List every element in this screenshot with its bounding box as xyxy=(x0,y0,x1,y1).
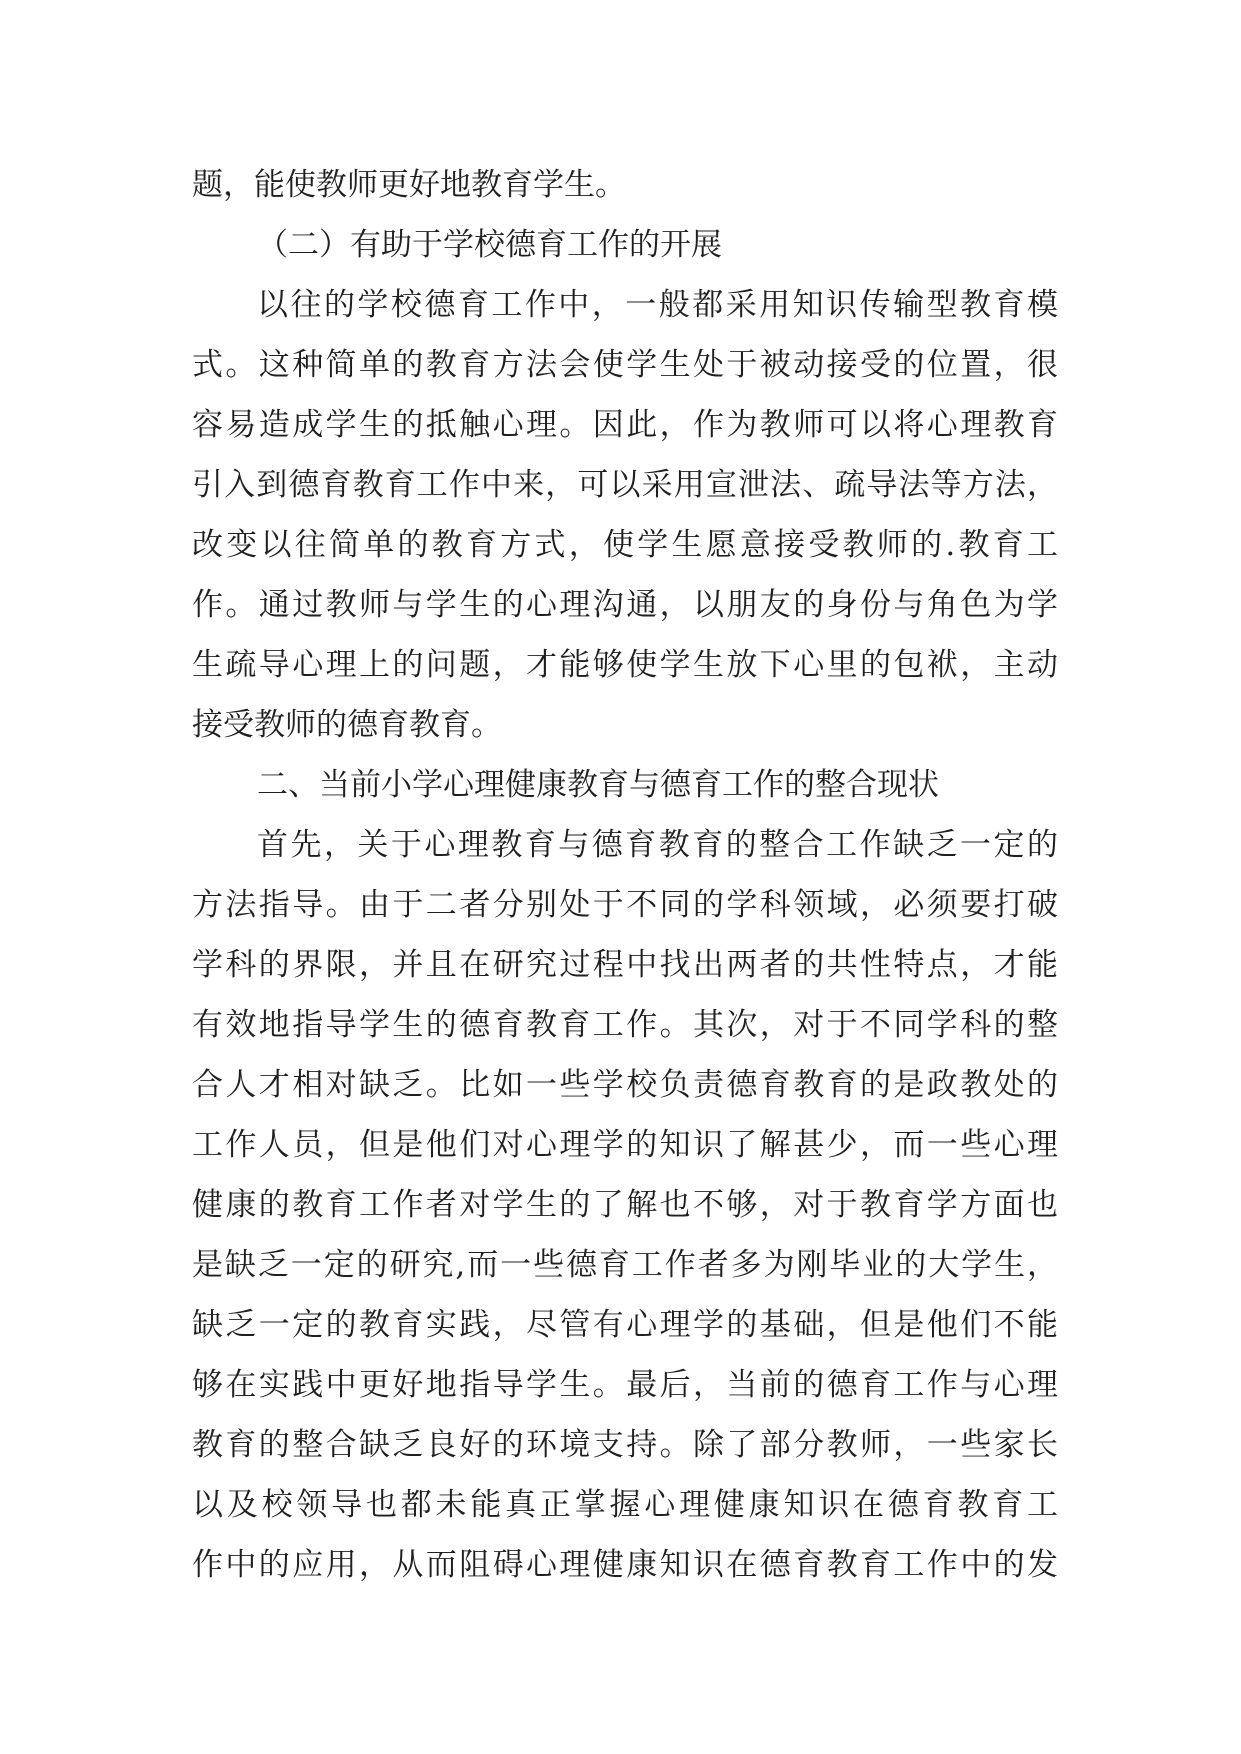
paragraph-line: 作。通过教师与学生的心理沟通，以朋友的身份与角色为学 xyxy=(192,587,1058,623)
paragraph-line: 改变以往简单的教育方式，使学生愿意接受教师的.教育工 xyxy=(192,527,1058,563)
paragraph-line: 引入到德育教育工作中来，可以采用宣泄法、疏导法等方法， xyxy=(192,467,1058,503)
paragraph-line: 缺乏一定的教育实践，尽管有心理学的基础，但是他们不能 xyxy=(192,1307,1058,1343)
paragraph-line: 容易造成学生的抵触心理。因此，作为教师可以将心理教育 xyxy=(192,407,1058,443)
section-heading: （二）有助于学校德育工作的开展 xyxy=(257,227,722,263)
paragraph-line: 题，能使教师更好地教育学生。 xyxy=(192,167,626,203)
paragraph-line: 以往的学校德育工作中，一般都采用知识传输型教育模 xyxy=(257,287,1058,323)
paragraph-line: 首先，关于心理教育与德育教育的整合工作缺乏一定的 xyxy=(257,827,1058,863)
paragraph-line: 学科的界限，并且在研究过程中找出两者的共性特点，才能 xyxy=(192,947,1058,983)
paragraph-line: 教育的整合缺乏良好的环境支持。除了部分教师，一些家长 xyxy=(192,1427,1058,1463)
paragraph-line: 工作人员，但是他们对心理学的知识了解甚少，而一些心理 xyxy=(192,1127,1058,1163)
paragraph-line: 作中的应用，从而阻碍心理健康知识在德育教育工作中的发 xyxy=(192,1547,1058,1583)
paragraph-line: 健康的教育工作者对学生的了解也不够，对于教育学方面也 xyxy=(192,1187,1058,1223)
paragraph-line: 接受教师的德育教育。 xyxy=(192,707,502,743)
paragraph-line: 是缺乏一定的研究,而一些德育工作者多为刚毕业的大学生， xyxy=(192,1247,1058,1283)
paragraph-line: 以及校领导也都未能真正掌握心理健康知识在德育教育工 xyxy=(192,1487,1058,1523)
paragraph-line: 够在实践中更好地指导学生。最后，当前的德育工作与心理 xyxy=(192,1367,1058,1403)
section-heading: 二、当前小学心理健康教育与德育工作的整合现状 xyxy=(257,767,939,803)
paragraph-line: 有效地指导学生的德育教育工作。其次，对于不同学科的整 xyxy=(192,1007,1058,1043)
paragraph-line: 方法指导。由于二者分别处于不同的学科领域，必须要打破 xyxy=(192,887,1058,923)
paragraph-line: 合人才相对缺乏。比如一些学校负责德育教育的是政教处的 xyxy=(192,1067,1058,1103)
paragraph-line: 生疏导心理上的问题，才能够使学生放下心里的包袱，主动 xyxy=(192,647,1058,683)
paragraph-line: 式。这种简单的教育方法会使学生处于被动接受的位置，很 xyxy=(192,347,1058,383)
